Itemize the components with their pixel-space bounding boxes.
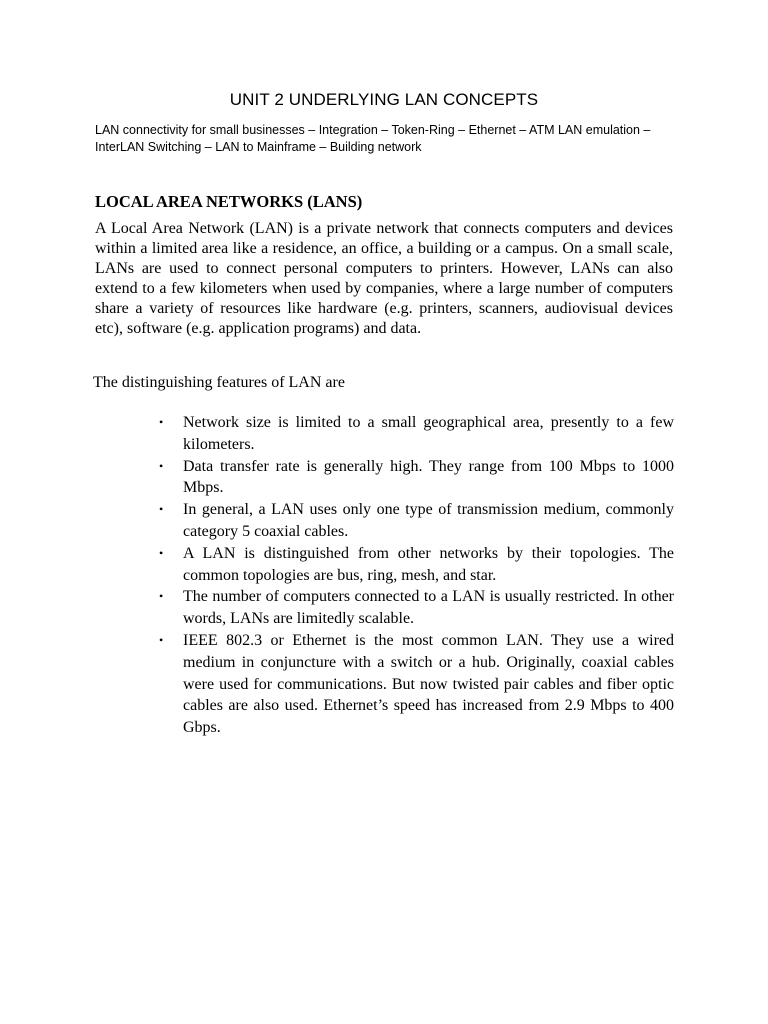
list-item-text: The number of computers connected to a LAN is usually restricted. In other words, LANs are limitedly scalable. [183, 588, 674, 628]
bullet-icon: • [159, 632, 164, 647]
features-list [158, 412, 674, 739]
intro-paragraph: A Local Area Network (LAN) is a private network that connects computers and devices within a limited area like a residence, an office, a building or a campus. On a small scale, LANs are used to connect personal computers to printers. However, LANs can also extend to a few kilometers when used by companies, where a large number of computers share a variety of resources like hardware (e.g. printers, scanners, audiovisual devices etc), software (e.g. application programs) and data. [95, 220, 673, 337]
page-title: UNIT 2 UNDERLYING LAN CONCEPTS [229, 90, 539, 109]
bullet-icon: • [159, 589, 164, 604]
bullet-icon: • [159, 458, 164, 473]
list-item-text: In general, a LAN uses only one type of transmission medium, commonly category 5 coaxial cables. [183, 501, 674, 540]
bullet-icon: • [159, 502, 164, 517]
list-item [158, 543, 674, 587]
features-intro: The distinguishing features of LAN are [93, 374, 345, 391]
section-heading: LOCAL AREA NETWORKS (LANS) [95, 192, 363, 211]
unit-topics: LAN connectivity for small businesses – Integration – Token-Ring – Ethernet – ATM LAN emulation – InterLAN Switching – LAN to Mainframe – Building network [95, 123, 651, 154]
list-item [158, 456, 674, 500]
list-item-text: Data transfer rate is generally high. They range from 100 Mbps to 1000 Mbps. [183, 457, 674, 497]
list-item [158, 630, 674, 739]
list-item [158, 499, 674, 543]
list-item [158, 586, 674, 630]
bullet-icon: • [159, 415, 164, 429]
list-item [158, 412, 674, 456]
list-item-text: IEEE 802.3 or Ethernet is the most common LAN. They use a wired medium in conjuncture with a switch or a hub. Originally, coaxial cables were used for communications. But now twisted pair cables and fiber optic cables are also used. Ethernet’s speed has increased from 2.9 Mbps to 400 Gbps. [183, 631, 674, 737]
list-item-text: Network size is limited to a small geographical area, presently to a few kilometers. [183, 414, 674, 453]
list-item-text: A LAN is distinguished from other networks by their topologies. The common topologies are bus, ring, mesh, and star. [183, 544, 674, 584]
bullet-icon: • [159, 545, 164, 560]
